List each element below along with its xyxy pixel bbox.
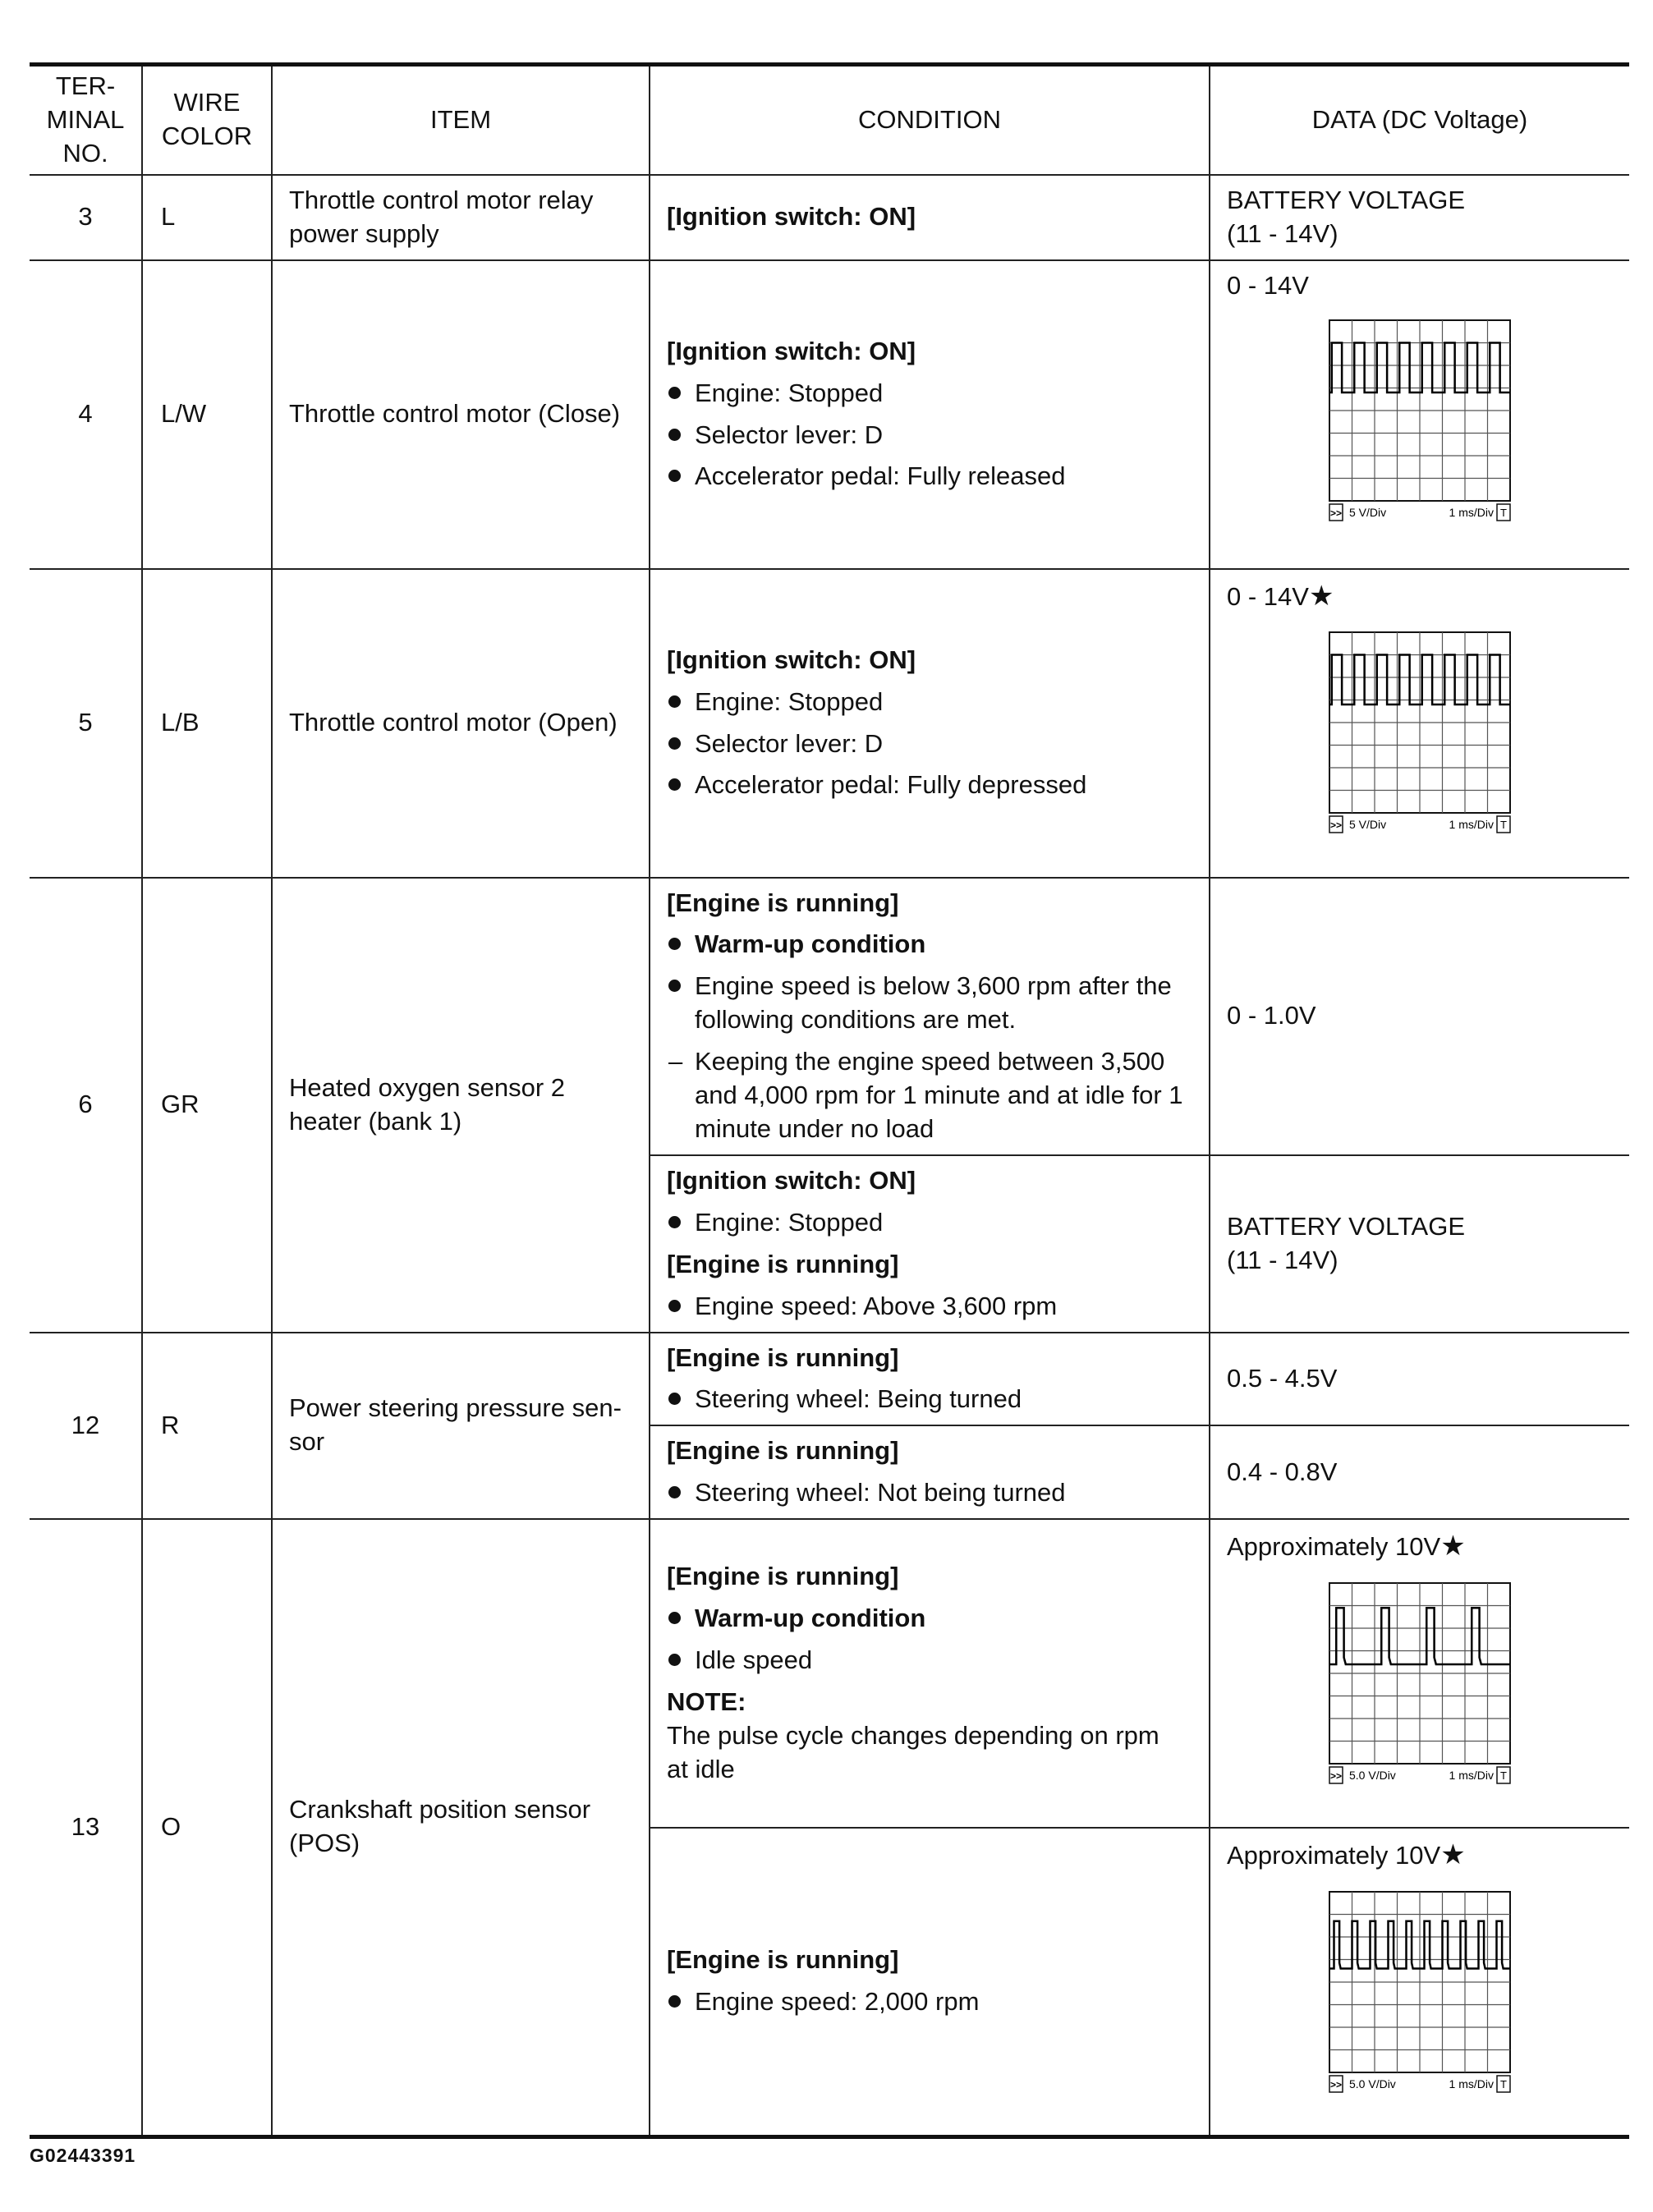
wire-color: L: [142, 175, 272, 260]
scope-arrow-icon: >>: [1329, 819, 1343, 832]
scope-arrow-icon: >>: [1329, 507, 1343, 520]
data-value-line: [1227, 1837, 1613, 1874]
oscilloscope-waveform: [1325, 1581, 1515, 1787]
data-value: BATTERY VOLTAGE: [1227, 185, 1465, 214]
star-icon: ★: [1440, 1839, 1466, 1871]
condition-bullet: Idle speed: [667, 1644, 1192, 1677]
condition-heading: [Ignition switch: ON]: [667, 645, 916, 674]
scope-time-label: 1 ms/Div: [1449, 1769, 1494, 1782]
condition-bullet: Warm-up condition: [667, 1602, 1192, 1636]
header-wire-line: WIRE: [173, 88, 241, 117]
scope-volt-label: 5.0 V/Div: [1349, 1769, 1396, 1782]
item-text: Throttle control motor (Open): [272, 569, 650, 878]
item-text: Throttle control motor (Close): [272, 260, 650, 569]
terminal-number: 4: [30, 260, 142, 569]
scope-time-label: 1 ms/Div: [1449, 818, 1494, 832]
table-row: [30, 175, 1629, 260]
condition-cell: [650, 1155, 1210, 1333]
oscilloscope-waveform: [1325, 631, 1515, 836]
condition-line: minute under no load: [695, 1113, 934, 1143]
data-value: 0 - 1.0V: [1210, 878, 1629, 1155]
condition-heading: [Engine is running]: [667, 1562, 899, 1591]
data-value: Approximately 10V: [1227, 1532, 1441, 1562]
oscilloscope-waveform: [1325, 319, 1515, 524]
condition-cell: [650, 260, 1210, 569]
header-terminal-line: MINAL: [46, 104, 125, 134]
header-wire-color: [142, 65, 272, 175]
data-value-line: [1227, 1528, 1613, 1565]
scope-trigger-label: T: [1500, 507, 1507, 520]
condition-cell: [650, 1425, 1210, 1519]
wire-color: GR: [142, 878, 272, 1333]
data-value: BATTERY VOLTAGE: [1227, 1211, 1465, 1241]
item-text: Crankshaft position sensor: [289, 1795, 591, 1824]
condition-bullet: [667, 970, 1192, 1037]
item-text: Throttle control motor relay: [289, 185, 594, 214]
condition-line: – Keeping the engine speed between 3,500: [695, 1047, 1165, 1076]
item-text: sor: [289, 1427, 325, 1457]
condition-heading: [Engine is running]: [667, 1249, 899, 1278]
condition-bullet: Engine speed: Above 3,600 rpm: [667, 1290, 1192, 1324]
condition-heading: [Engine is running]: [667, 1436, 899, 1466]
condition-line: and 4,000 rpm for 1 minute and at idle for 1: [695, 1081, 1183, 1110]
terminal-number: 13: [30, 1519, 142, 2136]
item-cell: [272, 175, 650, 260]
header-condition: CONDITION: [650, 65, 1210, 175]
condition-bullet: Steering wheel: Being turned: [667, 1383, 1192, 1416]
condition-bullet: Accelerator pedal: Fully released: [667, 460, 1192, 493]
condition-bullet: Engine speed: 2,000 rpm: [667, 1985, 1192, 2019]
oscilloscope-waveform: [1325, 1890, 1515, 2095]
wire-color: O: [142, 1519, 272, 2136]
scope-time-label: 1 ms/Div: [1449, 506, 1494, 520]
data-value-line: [1227, 578, 1613, 615]
scope-volt-label: 5 V/Div: [1349, 506, 1387, 520]
condition-bullet: Engine: Stopped: [667, 377, 1192, 411]
scope-arrow-icon: >>: [1329, 2079, 1343, 2090]
scope-arrow-icon: >>: [1329, 1770, 1343, 1782]
condition-bullet: Warm-up condition: [667, 928, 1192, 961]
header-item: ITEM: [272, 65, 650, 175]
data-cell: [1210, 1155, 1629, 1333]
table-row: [30, 1333, 1629, 1426]
star-icon: ★: [1308, 580, 1334, 612]
condition-bullet: Engine: Stopped: [667, 1206, 1192, 1240]
wire-color: L/B: [142, 569, 272, 878]
condition-bullet: Accelerator pedal: Fully depressed: [667, 769, 1192, 802]
table-row: [30, 260, 1629, 569]
condition-sub-item: [667, 1045, 1192, 1146]
condition-heading: [Ignition switch: ON]: [667, 336, 916, 365]
star-icon: ★: [1440, 1531, 1466, 1563]
scope-trigger-label: T: [1500, 819, 1507, 832]
item-text: heater (bank 1): [289, 1106, 462, 1136]
note-text: The pulse cycle changes depending on rpm: [667, 1721, 1159, 1751]
condition-heading: [Engine is running]: [667, 1342, 899, 1372]
data-value: 0.5 - 4.5V: [1210, 1333, 1629, 1426]
condition-bullet: Selector lever: D: [667, 727, 1192, 761]
data-cell: [1210, 1519, 1629, 1828]
item-cell: [272, 1519, 650, 2136]
header-terminal-no: [30, 65, 142, 175]
condition-cell: [650, 1333, 1210, 1426]
terminal-data-table: [30, 62, 1629, 2139]
item-text: Power steering pressure sen-: [289, 1393, 622, 1423]
condition-line: Engine speed is below 3,600 rpm after the: [695, 971, 1172, 1001]
terminal-number: 12: [30, 1333, 142, 1520]
data-cell: [1210, 260, 1629, 569]
condition-heading: [Engine is running]: [667, 888, 899, 917]
condition-cell: [650, 1519, 1210, 1828]
data-cell: [1210, 175, 1629, 260]
data-value: (11 - 14V): [1227, 218, 1338, 248]
condition-cell: [650, 878, 1210, 1155]
wire-color: L/W: [142, 260, 272, 569]
item-cell: [272, 1333, 650, 1520]
condition-cell: [650, 1828, 1210, 2136]
data-value: 0 - 14V: [1227, 581, 1309, 611]
scope-volt-label: 5 V/Div: [1349, 818, 1387, 832]
condition-cell: [650, 569, 1210, 878]
condition-heading: [Ignition switch: ON]: [667, 202, 916, 232]
data-value: Approximately 10V: [1227, 1841, 1441, 1870]
condition-cell: [650, 175, 1210, 260]
terminal-number: 5: [30, 569, 142, 878]
terminal-number: 3: [30, 175, 142, 260]
scope-volt-label: 5.0 V/Div: [1349, 2077, 1396, 2090]
header-terminal-line: TER-: [55, 71, 116, 100]
data-cell: [1210, 1828, 1629, 2136]
item-text: (POS): [289, 1829, 360, 1858]
terminal-data-table-sheet: [30, 62, 1629, 2139]
figure-code: G02443391: [30, 2145, 136, 2166]
header-wire-line: COLOR: [161, 122, 253, 151]
item-cell: [272, 878, 650, 1333]
condition-bullet: Steering wheel: Not being turned: [667, 1476, 1192, 1510]
condition-bullet: Selector lever: D: [667, 419, 1192, 452]
scope-trigger-label: T: [1500, 2078, 1507, 2090]
note-text: at idle: [667, 1754, 735, 1783]
scope-time-label: 1 ms/Div: [1449, 2077, 1494, 2090]
header-data: DATA (DC Voltage): [1210, 65, 1629, 175]
scope-trigger-label: T: [1500, 1769, 1507, 1782]
item-text: Heated oxygen sensor 2: [289, 1072, 566, 1102]
note-heading: NOTE:: [667, 1687, 746, 1717]
condition-bullet: Engine: Stopped: [667, 686, 1192, 719]
condition-line: following conditions are met.: [695, 1005, 1017, 1035]
table-row: [30, 1519, 1629, 1828]
table-row: [30, 878, 1629, 1155]
header-terminal-line: NO.: [62, 138, 108, 168]
terminal-number: 6: [30, 878, 142, 1333]
table-row: [30, 569, 1629, 878]
wire-color: R: [142, 1333, 272, 1520]
item-text: power supply: [289, 218, 439, 248]
data-value: 0 - 14V: [1227, 270, 1309, 300]
data-cell: [1210, 569, 1629, 878]
condition-heading: [Engine is running]: [667, 1945, 899, 1975]
data-value: (11 - 14V): [1227, 1245, 1338, 1274]
data-value: 0.4 - 0.8V: [1210, 1425, 1629, 1519]
condition-heading: [Ignition switch: ON]: [667, 1165, 916, 1195]
header-row: [30, 65, 1629, 175]
